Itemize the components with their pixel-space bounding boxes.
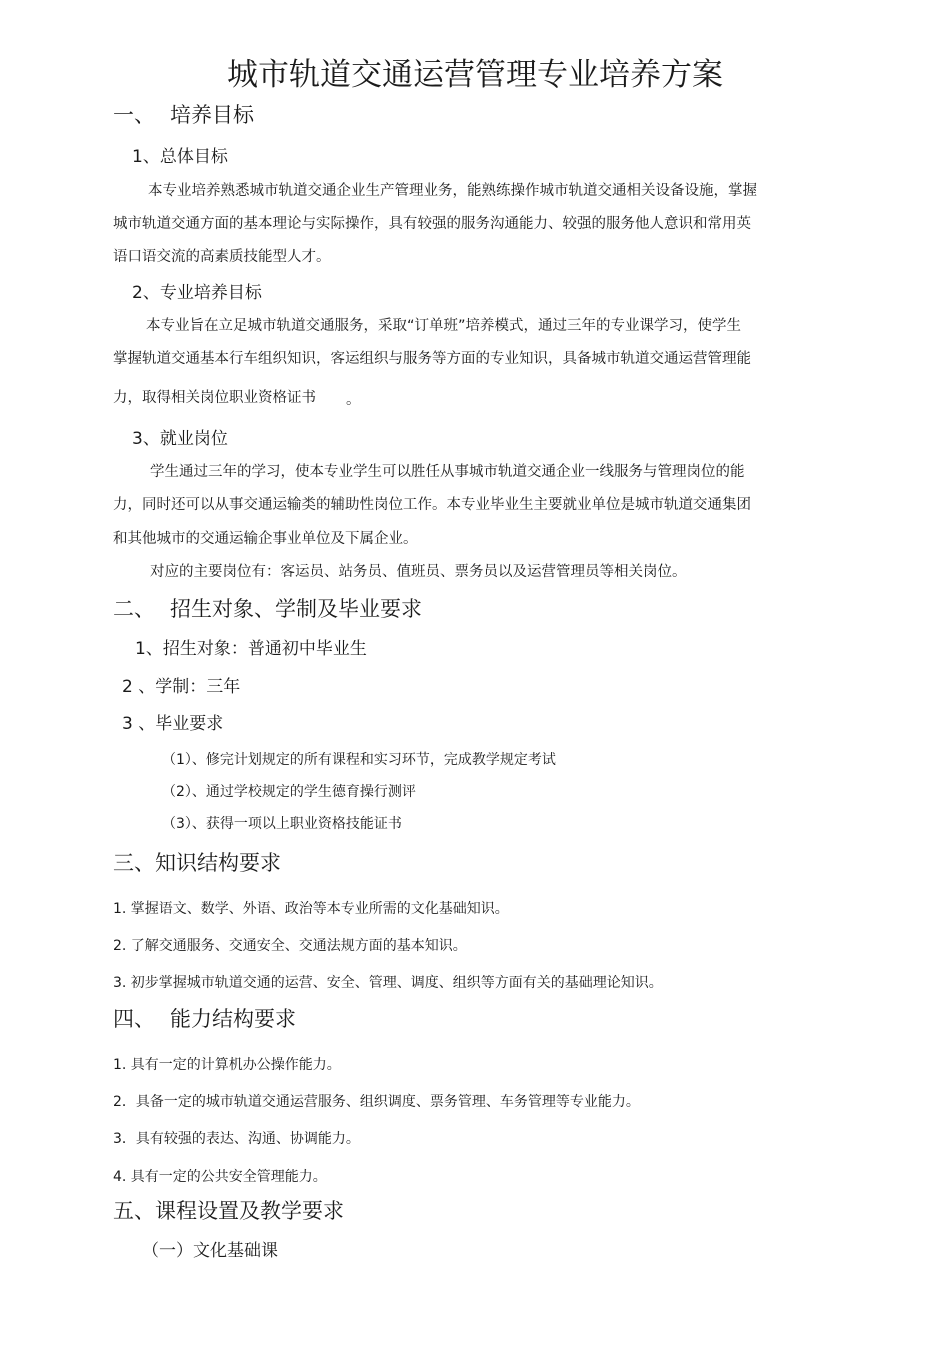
paragraph-line: 力，取得相关岗位职业资格证书 <box>113 390 316 406</box>
enrollment-item: 1、招生对象：普通初中毕业生 <box>135 639 367 659</box>
requirement-item: （3）、获得一项以上职业资格技能证书 <box>162 816 402 832</box>
ability-item: 4. 具有一定的公共安全管理能力。 <box>113 1169 327 1185</box>
section-1-sub-2-heading: 2、专业培养目标 <box>132 283 262 303</box>
paragraph-line: 本专业旨在立足城市轨道交通服务，采取“订单班”培养模式，通过三年的专业课学习，使学生 <box>146 318 742 334</box>
paragraph-line: 本专业培养熟悉城市轨道交通企业生产管理业务，能熟练操作城市轨道交通相关设备设施，掌握 <box>148 183 757 199</box>
ability-item: 3．具有较强的表达、沟通、协调能力。 <box>113 1131 360 1147</box>
paragraph-line: 掌握轨道交通基本行车组织知识，客运组织与服务等方面的专业知识，具备城市轨道交通运营管理能 <box>113 351 751 367</box>
paragraph-line: 对应的主要岗位有：客运员、站务员、值班员、票务员以及运营管理员等相关岗位。 <box>150 564 687 580</box>
section-1-sub-3-heading: 3、就业岗位 <box>132 429 228 449</box>
ability-item: 1. 具有一定的计算机办公操作能力。 <box>113 1057 341 1073</box>
section-3-heading: 三、知识结构要求 <box>113 851 281 875</box>
knowledge-item: 1. 掌握语文、数学、外语、政治等本专业所需的文化基础知识。 <box>113 901 509 917</box>
section-1-heading: 培养目标 <box>170 103 254 127</box>
paragraph-line: 城市轨道交通方面的基本理论与实际操作，具有较强的服务沟通能力、较强的服务他人意识和常用英 <box>113 216 751 232</box>
duration-item: 2 、学制：三年 <box>122 677 241 697</box>
ability-item: 2．具备一定的城市轨道交通运营服务、组织调度、票务管理、车务管理等专业能力。 <box>113 1094 640 1110</box>
paragraph-line: 力，同时还可以从事交通运输类的辅助性岗位工作。本专业毕业生主要就业单位是城市轨道交通集团 <box>113 497 751 513</box>
section-1-number: 一、 <box>113 103 155 127</box>
knowledge-item: 2. 了解交通服务、交通安全、交通法规方面的基本知识。 <box>113 938 467 954</box>
knowledge-item: 3. 初步掌握城市轨道交通的运营、安全、管理、调度、组织等方面有关的基础理论知识。 <box>113 975 663 991</box>
requirement-item: （2）、通过学校规定的学生德育操行测评 <box>162 784 416 800</box>
section-5-sub-1-heading: （一）文化基础课 <box>142 1241 278 1261</box>
paragraph-end-mark: 。 <box>346 392 361 408</box>
section-5-heading: 五、课程设置及教学要求 <box>113 1199 344 1223</box>
document-title: 城市轨道交通运营管理专业培养方案 <box>227 57 723 93</box>
paragraph-line: 学生通过三年的学习，使本专业学生可以胜任从事城市轨道交通企业一线服务与管理岗位的能 <box>150 464 745 480</box>
section-4-number: 四、 <box>113 1007 155 1031</box>
paragraph-line: 语口语交流的高素质技能型人才。 <box>113 249 331 265</box>
section-4-heading: 能力结构要求 <box>170 1007 296 1031</box>
section-2-heading: 招生对象、学制及毕业要求 <box>170 597 422 621</box>
section-2-number: 二、 <box>113 597 155 621</box>
graduation-item: 3 、毕业要求 <box>122 714 224 734</box>
section-1-sub-1-heading: 1、总体目标 <box>132 147 228 167</box>
paragraph-line: 和其他城市的交通运输企事业单位及下属企业。 <box>113 531 418 547</box>
requirement-item: （1）、修完计划规定的所有课程和实习环节，完成教学规定考试 <box>162 752 556 768</box>
